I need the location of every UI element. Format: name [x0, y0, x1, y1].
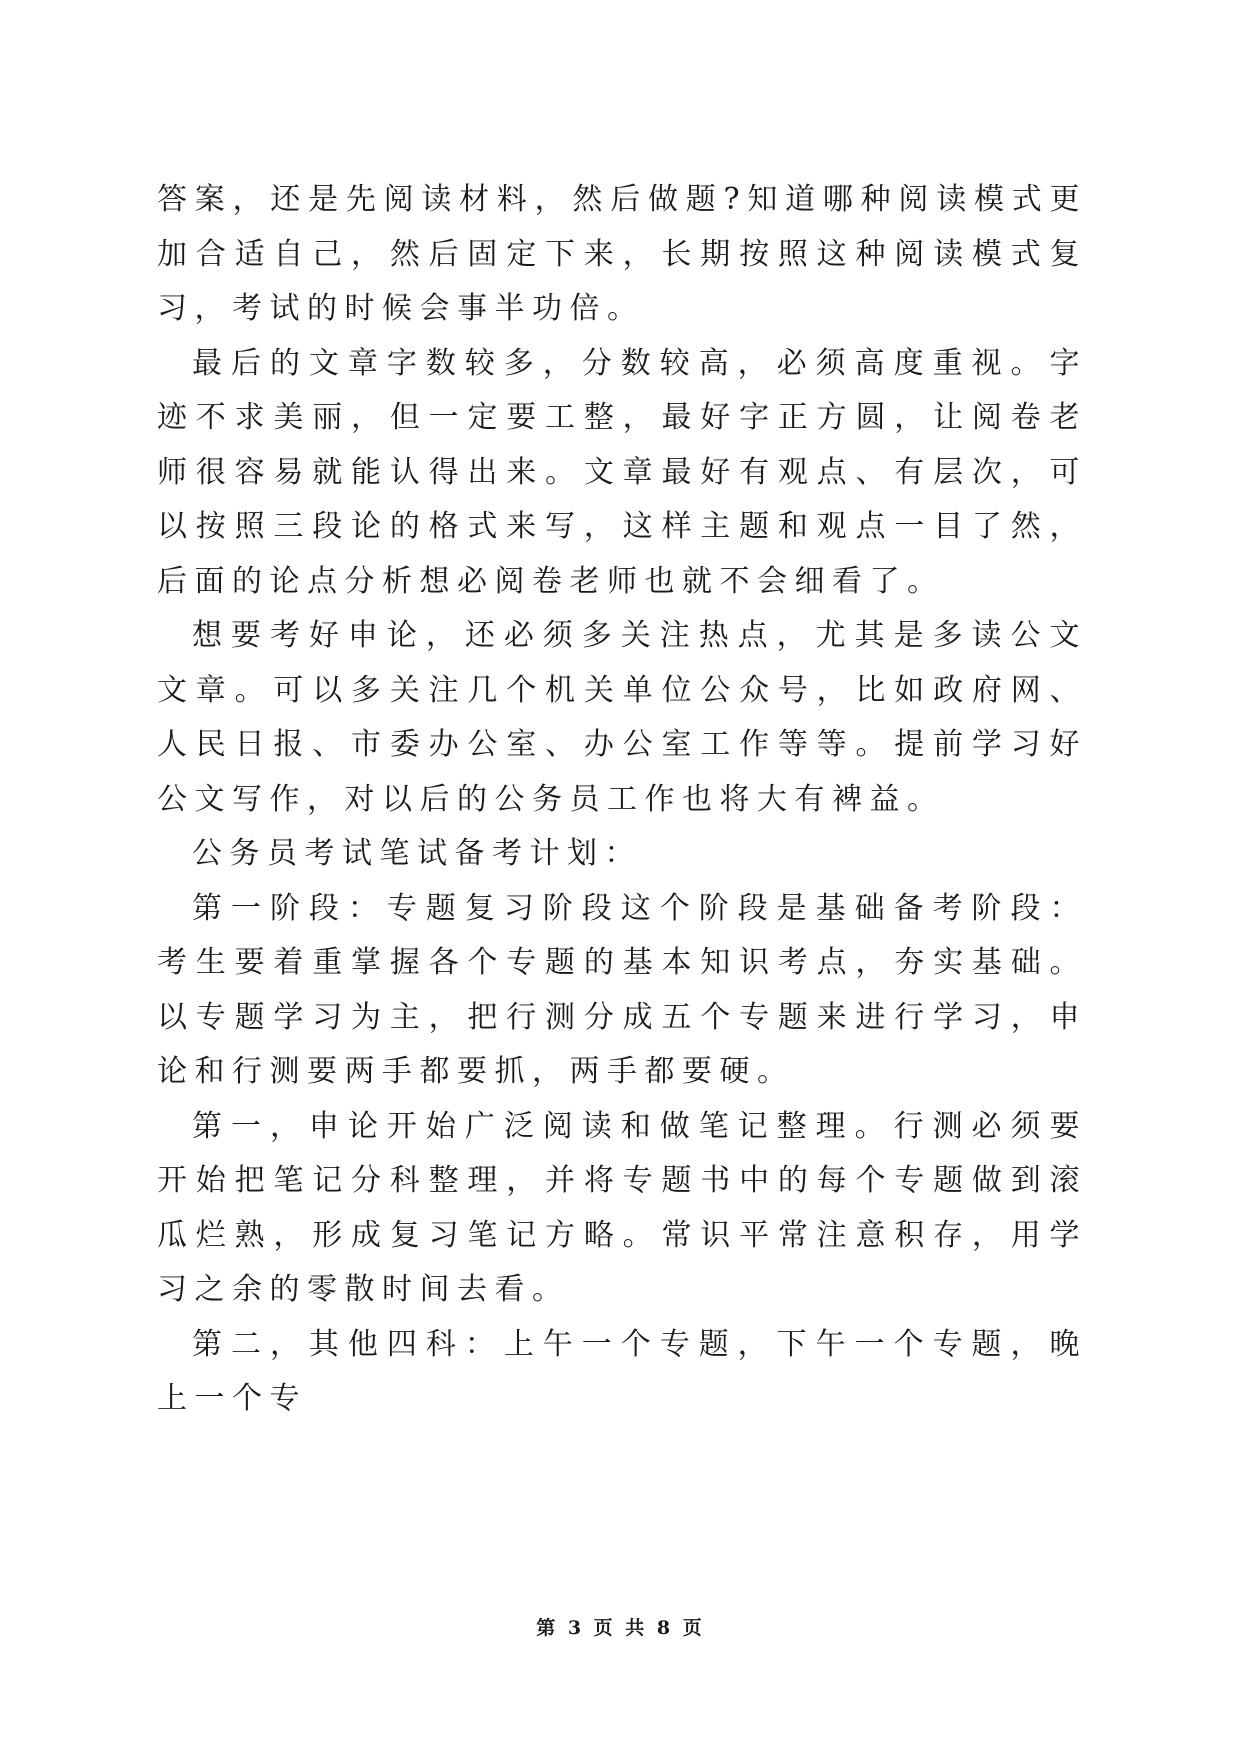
paragraph-6: 第一，申论开始广泛阅读和做笔记整理。行测必须要开始把笔记分科整理，并将专题书中的每个专题做到滚瓜烂熟，形成复习笔记方略。常识平常注意积存，用学习之余的零散时间去看。	[157, 1108, 1087, 1307]
paragraph-3: 想要考好申论，还必须多关注热点，尤其是多读公文文章。可以多关注几个机关单位公众号，比如政府网、人民日报、市委办公室、办公室工作等等。提前学习好公文写作，对以后的公务员工作也将大有裨益。	[157, 618, 1087, 817]
page-number-footer: 第 3 页 共 8 页	[536, 1617, 705, 1639]
paragraph-1: 答案，还是先阅读材料，然后做题?知道哪种阅读模式更加合适自己，然后固定下来，长期按照这种阅读模式复习，考试的时候会事半功倍。	[157, 182, 1087, 326]
paragraph-7: 第二，其他四科：上午一个专题，下午一个专题，晚上一个专	[157, 1326, 1087, 1416]
paragraph-2: 最后的文章字数较多，分数较高，必须高度重视。字迹不求美丽，但一定要工整，最好字正方圆，让阅卷老师很容易就能认得出来。文章最好有观点、有层次，可以按照三段论的格式来写，这样主题和观点一目了然，后面的论点分析想必阅卷老师也就不会细看了。	[157, 345, 1087, 599]
paragraph-4: 公务员考试笔试备考计划：	[192, 836, 642, 871]
paragraph-5: 第一阶段：专题复习阶段这个阶段是基础备考阶段：考生要着重掌握各个专题的基本知识考点，夯实基础。以专题学习为主，把行测分成五个专题来进行学习，申论和行测要两手都要抓，两手都要硬。	[157, 890, 1087, 1089]
document-body	[157, 173, 1087, 1427]
